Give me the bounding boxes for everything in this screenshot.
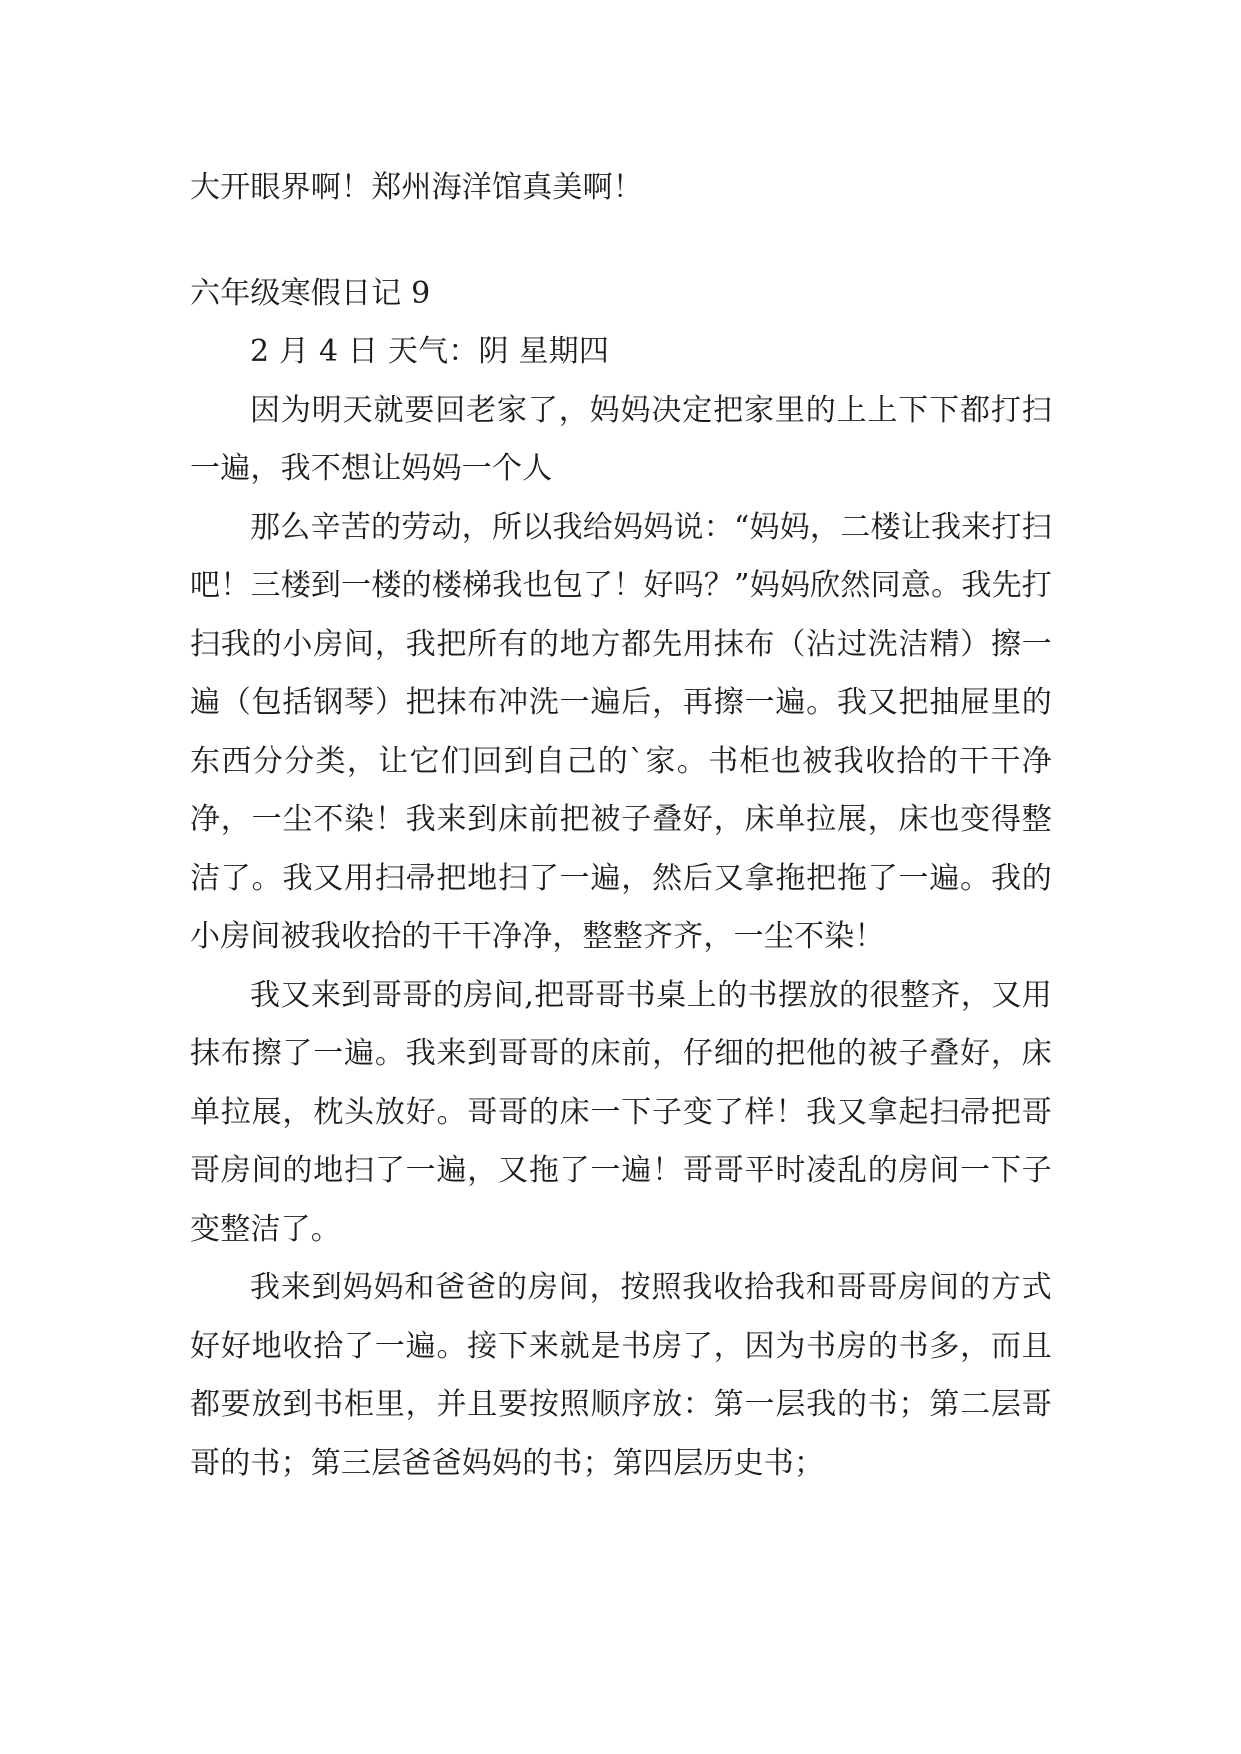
paragraph-4: 我来到妈妈和爸爸的房间，按照我收拾我和哥哥房间的方式好好地收拾了一遍。接下来就是书房了，因为书房的书多，而且都要放到书柜里，并且要按照顺序放：第一层我的书；第二层哥哥的书；第三层爸爸妈妈的书；第四层历史书； [190,1270,1052,1481]
intro-line: 大开眼界啊！郑州海洋馆真美啊！ [190,170,643,205]
paragraph-1: 因为明天就要回老家了，妈妈决定把家里的上上下下都打扫一遍，我不想让妈妈一个人 [190,392,1052,486]
document-body [190,159,1052,1493]
paragraph-2: 那么辛苦的劳动，所以我给妈妈说：“妈妈，二楼让我来打扫吧！三楼到一楼的楼梯我也包了！好吗？”妈妈欣然同意。我先打扫我的小房间，我把所有的地方都先用抹布（沾过洗洁精）擦一遍（包括钢琴）把抹布冲洗一遍后，再擦一遍。我又把抽屉里的东西分分类，让它们回到自己的`家。书柜也被我收拾的干干净净，一尘不染！我来到床前把被子叠好，床单拉展，床也变得整洁了。我又用扫帚把地扫了一遍，然后又拿拖把拖了一遍。我的小房间被我收拾的干干净净，整整齐齐，一尘不染！ [190,509,1052,954]
paragraph-3: 我又来到哥哥的房间,把哥哥书桌上的书摆放的很整齐，又用抹布擦了一遍。我来到哥哥的床前，仔细的把他的被子叠好，床单拉展，枕头放好。哥哥的床一下子变了样！我又拿起扫帚把哥哥房间的地扫了一遍，又拖了一遍！哥哥平时凌乱的房间一下子变整洁了。 [190,977,1052,1247]
diary-title: 六年级寒假日记 9 [190,275,431,311]
date-weather-line: 2 月 4 日 天气：阴 星期四 [250,334,610,369]
